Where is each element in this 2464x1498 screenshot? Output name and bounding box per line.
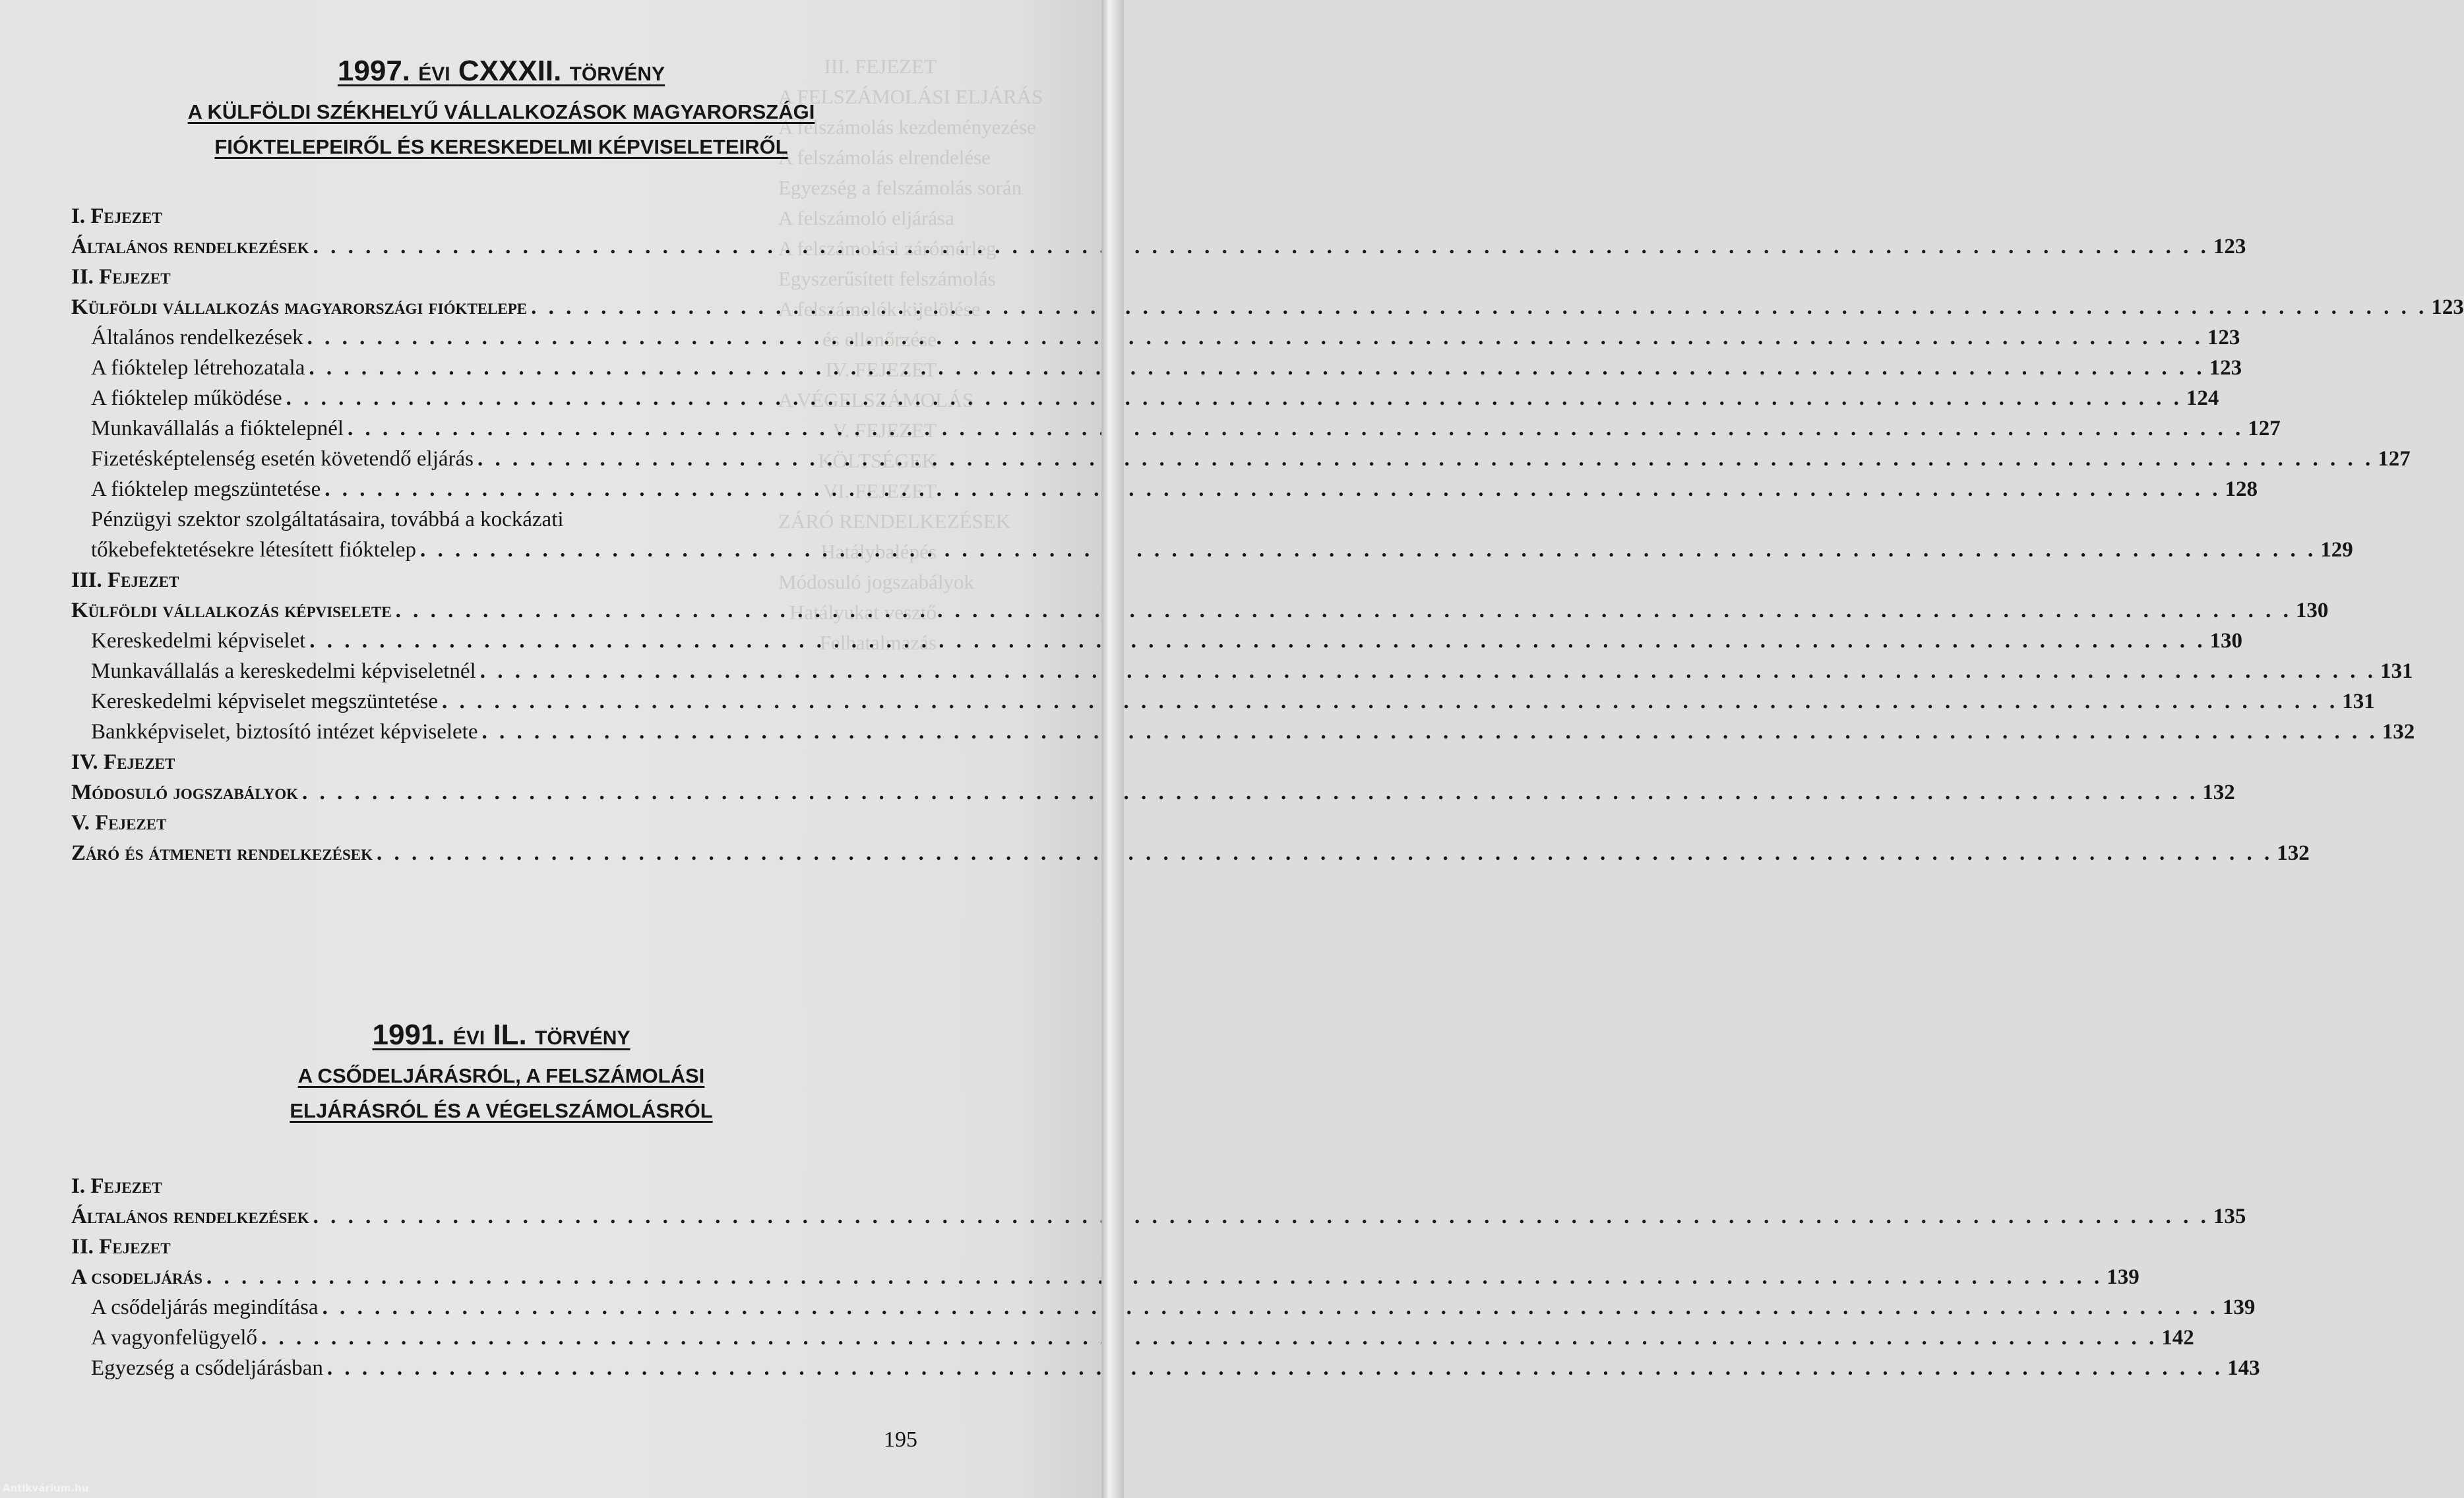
show-through-line: Felhatalmazás <box>819 631 937 654</box>
show-through-line: Hatályukat vesztő <box>789 601 937 624</box>
page-edge <box>1101 0 1124 1498</box>
dot-leader <box>323 1292 2219 1323</box>
toc-entry-label: A csődeljárás megindítása <box>91 1296 319 1319</box>
dot-leader <box>324 474 2221 504</box>
toc-entry <box>71 1323 2194 1353</box>
toc-entry-label: A fióktelep megszüntetése <box>91 477 321 501</box>
toc-entry-label: A fióktelep működése <box>91 386 282 410</box>
show-through-line: KÖLTSÉGEK <box>818 449 937 472</box>
toc-entry-label: Kereskedelmi képviselet megszüntetése <box>91 690 438 713</box>
toc-entry <box>71 656 2413 686</box>
toc-page-number: 132 <box>2202 781 2235 804</box>
toc-page-number: 123 <box>2209 356 2242 380</box>
toc-entry-label: Munkavállalás a kereskedelmi képviseletnél <box>91 659 476 683</box>
dot-leader <box>442 686 2338 717</box>
dot-leader <box>480 656 2376 686</box>
show-through-line: A felszámoló eljárása <box>778 206 954 229</box>
show-through-line: Egyezség a felszámolás során <box>778 176 1022 199</box>
law-subtitle-line-2: FIÓKTELEPEIRŐL ÉS KERESKEDELMI KÉPVISELETEIRŐL <box>214 135 788 158</box>
dot-leader <box>377 838 2273 868</box>
toc-page-number: 142 <box>2161 1326 2194 1350</box>
law-subtitle-line-2: ELJÁRÁSRÓL ÉS A VÉGELSZÁMOLÁSRÓL <box>290 1099 713 1122</box>
toc-entry-label: Záró és átmeneti rendelkezések <box>71 841 373 865</box>
toc-entry <box>71 1201 2246 1232</box>
toc-page-number: 143 <box>2227 1356 2260 1380</box>
toc-page-number: 123 <box>2213 235 2246 258</box>
law-number: IL. <box>493 1019 527 1051</box>
show-through-line: V. FEJEZET <box>832 419 937 442</box>
toc-page-number: 130 <box>2209 629 2243 653</box>
show-through-line: A felszámolási zárómérleg <box>778 237 997 260</box>
law-torveny: TÖRVÉNY <box>569 63 665 85</box>
toc-page-number: 127 <box>2248 417 2281 440</box>
toc-page-number: 127 <box>2378 447 2411 471</box>
dot-leader <box>531 292 2427 322</box>
dot-leader <box>261 1323 2157 1353</box>
toc-page-number: 139 <box>2222 1296 2256 1319</box>
show-through-line: A felszámolás elrendelése <box>778 146 991 169</box>
toc-entry-label: Kereskedelmi képviselet <box>91 629 306 653</box>
dot-leader <box>313 231 2209 262</box>
law-title-1997 <box>66 51 1043 164</box>
show-through-line: és ellenőrzése <box>822 328 937 351</box>
law-heading <box>66 1015 937 1058</box>
table-of-contents-1991 <box>71 1171 2260 1383</box>
toc-chapter-heading: II. Fejezet <box>71 1235 171 1259</box>
show-through-line: Egyszerűsített felszámolás <box>778 267 996 290</box>
toc-page-number: 130 <box>2295 599 2329 622</box>
law-evi: ÉVI <box>452 1027 485 1049</box>
toc-entry-label: Általános rendelkezések <box>91 326 303 349</box>
dot-leader <box>348 413 2244 444</box>
dot-leader <box>482 717 2378 747</box>
toc-page-number: 123 <box>2207 326 2240 349</box>
show-through-line: VI. FEJEZET <box>822 479 937 502</box>
dot-leader <box>307 322 2203 353</box>
toc-entry-label: tőkebefektetésekre létesített fióktelep <box>91 538 416 562</box>
toc-chapter-heading: I. Fejezet <box>71 1174 162 1198</box>
toc-chapter-heading: II. Fejezet <box>71 265 171 289</box>
toc-entry <box>71 777 2235 808</box>
toc-page-number: 131 <box>2342 690 2375 713</box>
law-torveny: TÖRVÉNY <box>535 1027 631 1049</box>
toc-entry-label: Munkavállalás a fióktelepnél <box>91 417 344 440</box>
toc-page-number: 124 <box>2186 386 2219 410</box>
toc-entry <box>71 686 2375 717</box>
toc-entry-label: Általános rendelkezések <box>71 235 309 258</box>
watermark-text: Antikvárium.hu <box>3 1482 89 1494</box>
toc-entry-label: Fizetésképtelenség esetén követendő eljárás <box>91 447 474 471</box>
toc-entry-label: A vagyonfelügyelő <box>91 1326 258 1350</box>
dot-leader <box>309 626 2205 656</box>
toc-entry-label: Általános rendelkezések <box>71 1205 309 1228</box>
toc-entry-label: Külföldi vállalkozás magyarországi fióktelepe <box>71 295 528 319</box>
show-through-line: A VÉGELSZÁMOLÁS <box>778 388 974 411</box>
law-year: 1997. <box>337 55 411 87</box>
dot-leader <box>309 353 2205 383</box>
law-number: CXXXII. <box>458 55 562 87</box>
dot-leader <box>313 1201 2209 1232</box>
toc-chapter-heading: IV. Fejezet <box>71 750 175 774</box>
toc-page-number: 129 <box>2320 538 2353 562</box>
dot-leader <box>327 1353 2223 1383</box>
show-through-line: Hatálybalépés <box>820 540 937 563</box>
toc-page-number: 132 <box>2277 841 2310 865</box>
dot-leader <box>396 595 2292 626</box>
toc-entry-label: Módosuló jogszabályok <box>71 781 299 804</box>
toc-entry <box>71 838 2310 868</box>
dot-leader <box>420 535 2316 565</box>
toc-entry-label: A csodeljárás <box>71 1265 202 1289</box>
toc-chapter-heading: V. Fejezet <box>71 811 167 835</box>
toc-entry <box>71 504 856 535</box>
toc-entry <box>71 1292 2256 1323</box>
toc-page-number: 139 <box>2107 1265 2140 1289</box>
toc-page-number: 131 <box>2380 659 2413 683</box>
law-year: 1991. <box>372 1019 445 1051</box>
law-subtitle-line-1: A KÜLFÖLDI SZÉKHELYŰ VÁLLALKOZÁSOK MAGYARORSZÁGI <box>187 100 815 123</box>
toc-entry-label: Bankképviselet, biztosító intézet képviselete <box>91 720 478 744</box>
dot-leader <box>477 444 2374 474</box>
law-heading <box>66 51 937 94</box>
show-through-line: III. FEJEZET <box>824 55 937 78</box>
toc-page-number: 128 <box>2225 477 2258 501</box>
law-title-1991 <box>66 1015 937 1128</box>
toc-page-number: 135 <box>2213 1205 2246 1228</box>
toc-chapter-heading: I. Fejezet <box>71 204 162 228</box>
law-subtitle-line-1: A CSŐDELJÁRÁSRÓL, A FELSZÁMOLÁSI <box>297 1064 705 1087</box>
show-through-line: ZÁRÓ RENDELKEZÉSEK <box>778 510 1011 533</box>
show-through-line: A FELSZÁMOLÁSI ELJÁRÁS <box>778 85 1043 108</box>
page-number: 195 <box>884 1427 917 1452</box>
toc-page-number: 123 <box>2431 295 2464 319</box>
dot-leader <box>286 383 2182 413</box>
show-through-line: A felszámolók kijelölése <box>778 297 981 320</box>
toc-entry <box>71 1353 2260 1383</box>
toc-entry-label: A fióktelep létrehozatala <box>91 356 305 380</box>
dot-leader <box>302 777 2198 808</box>
dot-leader <box>206 1262 2103 1292</box>
toc-chapter-heading: III. Fejezet <box>71 568 179 592</box>
law-evi: ÉVI <box>418 63 450 85</box>
toc-entry-label: Pénzügyi szektor szolgáltatásaira, továbbá a kockázati <box>91 508 564 531</box>
toc-entry-label: Egyezség a csődeljárásban <box>91 1356 323 1380</box>
show-through-line: A felszámolás kezdeményezése <box>778 115 1036 138</box>
toc-entry-label: Külföldi vállalkozás képviselete <box>71 599 392 622</box>
toc-entry <box>71 717 2415 747</box>
show-through-line: IV. FEJEZET <box>825 358 937 381</box>
show-through-line: Módosuló jogszabályok <box>778 570 975 593</box>
toc-entry <box>71 1262 2140 1292</box>
toc-page-number: 132 <box>2382 720 2415 744</box>
